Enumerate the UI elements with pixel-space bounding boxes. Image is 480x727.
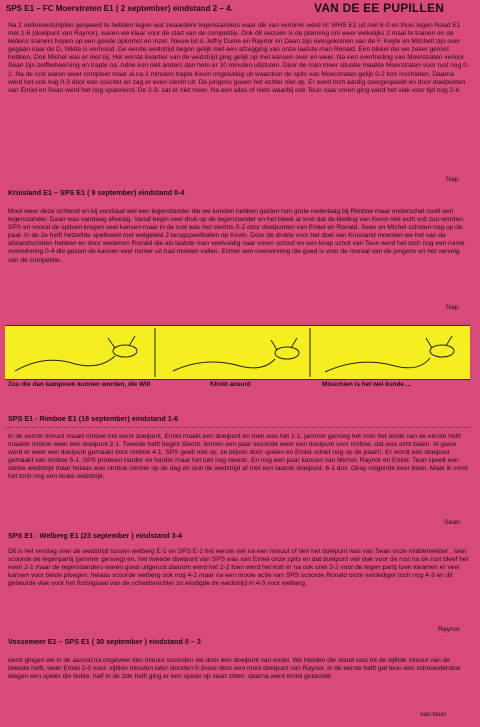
cartoon-caption-3: Misschien is het wel kunde....: [322, 381, 412, 388]
character-1-outline: [15, 356, 115, 371]
cartoon-strip: [5, 325, 470, 380]
section-divider: [4, 427, 471, 428]
article-5-body: eerst gingen we in de aanval,na ongeveer tien minuut scoorden we door een doelpunt van emiel. We hielden die stand vast tot de vijftide minuut van de tweede helft, weer Emiel 2-0 voor. vijftien minuten later stonden 0-3voor door een mooi doelpunt van Raynor. in de eerste helft gaf teun een schouwderduw teegen een speler die bukte. half in de 2de helft ging er een speler op sean zitten. daarna werd emiel getackelt.: [8, 657, 461, 681]
cartoon-caption-1: Zou die dan kampioen kunnen worden, die Will: [8, 381, 151, 388]
article-4-heading: SPS E1 - Welberg E1 (23 september ) eindstand 3-4: [8, 531, 183, 540]
article-4-body: Dit is het verslag over de wedstrijd tussen welberg E-1 en SPS E-1 het eerste viel na een minuut of tien het doelpunt was van Sean onze middenvelder , toen scoorde de tegenpartij (jammer genoeg) en, het tweede doelpunt van SPS was van Emiel onze spits en dat doelpunt viel vlak voor de rust na de rust bleef het even 2-1 maar de tegenstanders waren goed uitgerust daarom werd het 2-2 toen werd het kort er na ook snel 3-2 voor de tegen partij toen kwamen er veel kansen voor beide ploegen. helaas scoorde welberg ook nog 4-2 maar na een mooie actie van SPS scoorde Ronald onze verdediger toch nog 4-3 en dit gebeurde vlak voor het fluitsignaal van de scheidsrechter zo eindigde de wedstrijd in 4-3 voor welberg.: [8, 548, 469, 588]
character-2-head: [275, 347, 299, 359]
article-3-heading: SPS E1 - Rimboe E1 (16 september) eindstand 1-6: [8, 414, 179, 423]
article-3-author: Sean: [444, 519, 460, 526]
article-1-author: Nap: [446, 176, 459, 183]
article-1-body: Na 2 oefenwedstrijden gespeeld te hebben tegen wat zwaardere tegenstanders waar dik van verloren werd nl: WHS E2 uit met 6-0 en thuis tegen Noad E1 met 1-6 (doelpunt van Raynor), waren we klaar voor de start van de competitie. Ook dit seizoen is de planning om weer wekelijks 2 maal te trainen en de leiders/ trainers hopen op een goede opkomst en inzet. Nieuw lid is Jeffry Duine en Raynor en Daan zijn overgekomen van de F. Keyle en Mitchell zijn over gegaan naar de D, Nikita is verhuisd. De eerste wedstrijd begon gelijk met een afzegging van onze laatste man Ronald. Een bikkel die we zeker gemist hebben. Ook Michel was er niet bij. Het eerste kwartier van de wedstrijd ging gelijk op met kansen over en weer. Na een overtreding van Moerstraten verloor Sean zijn zelfbeheersing en trapte na. Adrie kon niet anders dan hem er 10 minuten uitsturen. Door de man meer situatie maakte Moerstraten voor rust nog 0-1. Na de rust waren weer compleet maar al na 2 minuten trapte Kevin ongelukkig uit waardoor de spits van Moerstraten gelijk 0-2 kon inschieten. Daarna werd het ook nog 0-3 door een counter en zag er even slecht uit. De jongens gaven het echter niet op. Er werd toch aardig overgespeeld en door doelpunten van Emiel en Sean werd het nog spannend. De 3-3- zat er niet meer. Na een alles of niets waarbij ook Teun naar voren ging werd het vlak voor tijd nog 2-4.: [8, 22, 470, 94]
article-2-text: Mooi weer deze ochtend en bij voorbaat wel een tegenstander die we konden hebben gezien hun grote nederlaag bij Rimboe maar onderschat nooit een tegenstander. Daan was vandaag afwezig. Vanaf begin veel druk op de tegenstander en het bleek al snel dat de kleding van Kevin niet echt vuil zou worden. SPS en vooral de spitsen kregen veel kansen maar in de rust was het slechts 0-2 door doelpunten van Emiel en Ronald. Sean en Michel schoten nog op de paal. In de 2e helft hetzelfde spelbeeld met welgeteld 2 terugspeelballen op Kevin. Door de drukte voor het doel van Kruisland moesten we het van de afstandschoten hebben en door wederom Ronald die als laatste man veelvuldig naar voren schoof en een knap schot van Teun werd het toch nog een ruime overwinning 0-4 die gezien de kansen veel ruimer uit had moeten vallen. Echter een overwinning die goed is voor de moraal van de jongens en het vervolg van de competitie.: [8, 208, 465, 264]
character-3-head: [430, 345, 454, 357]
article-3-body: In de eerste minuut maakt rimboe het eerst doelpunt. Emiel maakt een doelpunt en toen was het 1-1, jammer genoeg het voor het einde van de eerste helft maakte rimboe weer een doelpunt 2-1. Tweede helft begint Slecht, binnen een paar seconde weer een doelpunt voor rimboe, dat was echt balen. Al gauw word er weer een doelpunt gemaakt door rimboe 4-1. SPS geeft niet op, ze blijven door spelen en Emiel schiet nog op de paal!!!. Er wordt een doelpunt gemaakt van rimboe 5-1. SPS probeert harder en harder maar het lukt nog steeds. En nog een paar kansen van Michel, Raynor en Emiel. Teun speelt een sterke wedstrijd maar helaas was rimboe sterker op de dag en sluit de wedstrijd af met een laatste doelpunt. 6-1 dus. Okay volgende keer beter. Maar ik vond het toch nog een leuke wedstrijd.: [8, 433, 468, 481]
character-3-outline: [325, 358, 430, 372]
column-title: VAN DE EE PUPILLEN: [314, 1, 445, 15]
article-4-author: Raynor: [438, 626, 460, 633]
cartoon-drawing: [5, 326, 470, 379]
article-2-heading: Kruisland E1 – SPS E1 ( 9 september) eindstand 0-4: [8, 188, 185, 197]
article-2-author: Nap: [446, 304, 459, 311]
character-1-head: [113, 345, 137, 357]
first-article-heading: SPS E1 – FC Moerstreten E1 ( 2 september) eindstand 2 – 4.: [6, 4, 233, 13]
cartoon-caption-2: Klinkt absurd: [210, 381, 251, 388]
article-2-body: [8, 208, 470, 265]
article-5-heading: Vossemeer E1 – SPS E1 ( 30 september ) eindstand 0 – 3: [8, 637, 201, 646]
article-5-author: van teun: [420, 711, 447, 718]
character-2-outline: [173, 359, 275, 371]
